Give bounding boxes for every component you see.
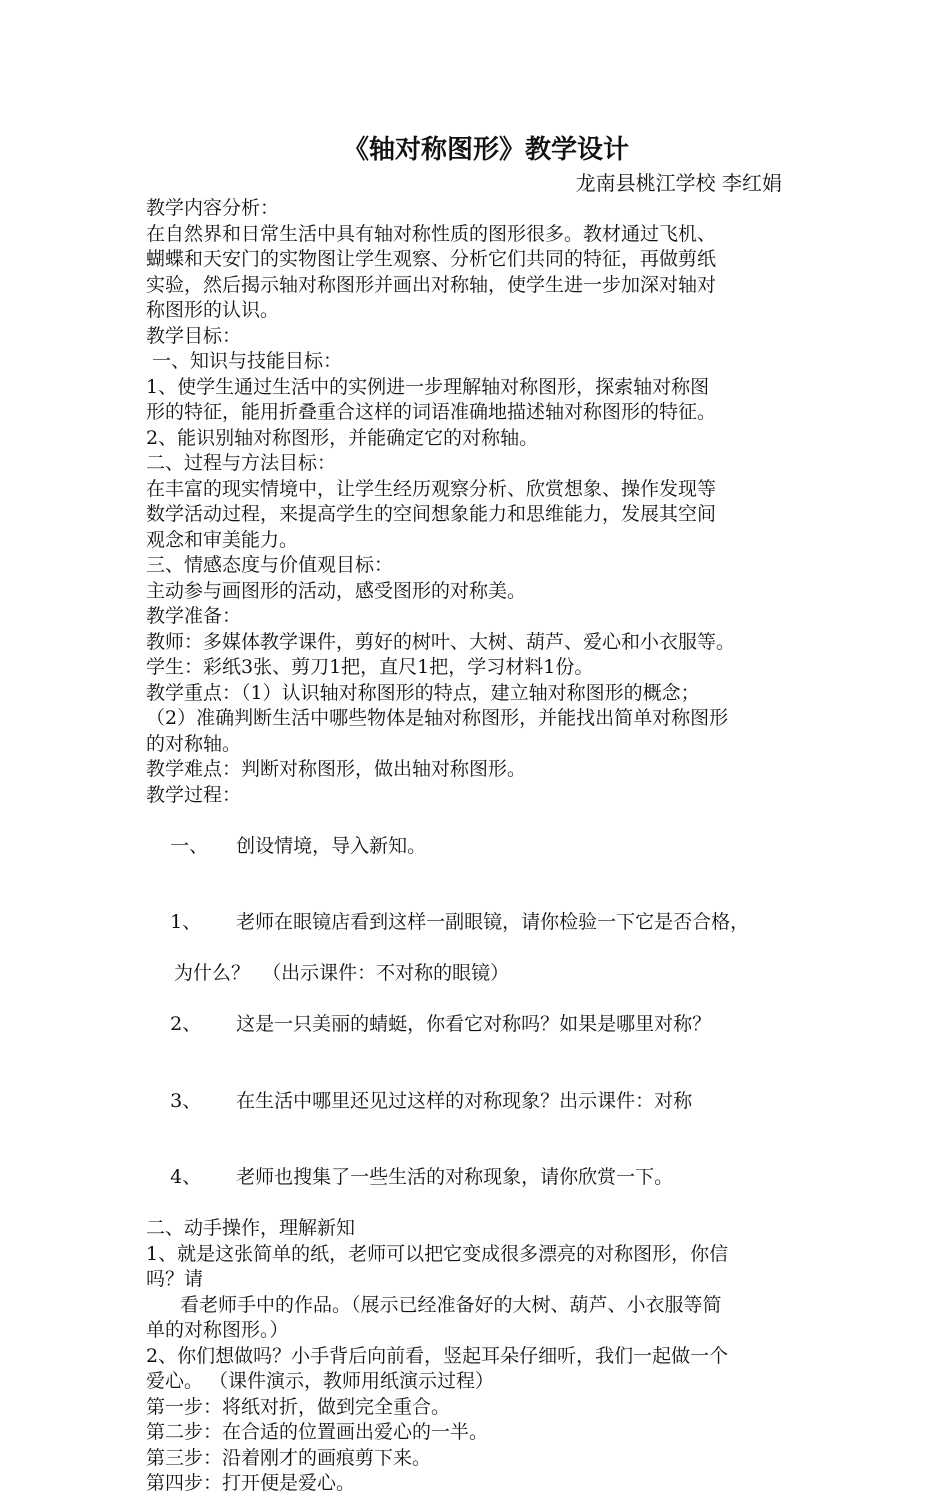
process-item: [146, 987, 812, 1064]
text-line: 形的特征，能用折叠重合这样的词语准确地描述轴对称图形的特征。: [146, 401, 717, 423]
text-line: 教学准备：: [146, 605, 242, 627]
text-line: 教学重点：（1）认识轴对称图形的特点，建立轴对称图形的概念；: [146, 681, 700, 704]
process-item-text: 在生活中哪里还见过这样的对称现象？出示课件：对称: [236, 1089, 693, 1112]
text-line: 吗？请: [146, 1268, 204, 1290]
text-line: 1、使学生通过生活中的实例进一步理解轴对称图形，探索轴对称图: [146, 375, 710, 398]
document-body: [146, 130, 812, 1497]
document-title: 《轴对称图形》教学设计: [342, 135, 629, 165]
text-line: 实验，然后揭示轴对称图形并画出对称轴，使学生进一步加深对轴对: [146, 273, 717, 296]
text-line: 2、能识别轴对称图形，并能确定它的对称轴。: [146, 426, 539, 449]
process-item: [146, 808, 812, 885]
process-item-text: 创设情境，导入新知。: [236, 834, 427, 857]
content-block: [146, 1318, 812, 1497]
text-line: 蝴蝶和天安门的实物图让学生观察、分析它们共同的特征，再做剪纸: [146, 248, 717, 270]
text-line: 教学内容分析：: [146, 197, 280, 219]
text-line: 在丰富的现实情境中，让学生经历观察分析、欣赏想象、操作发现等: [146, 477, 717, 500]
text-line: 二、过程与方法目标：: [146, 452, 337, 474]
text-line: 观念和审美能力。: [146, 528, 299, 551]
text-line: 在自然界和日常生活中具有轴对称性质的图形很多。教材通过飞机、: [146, 222, 717, 245]
text-line: 教学难点：判断对称图形，做出轴对称图形。: [146, 758, 527, 780]
text-line: 一、知识与技能目标：: [146, 350, 343, 372]
process-item-continuation: 为什么？ （出示课件：不对称的眼镜）: [174, 962, 510, 984]
process-item-number: 3、: [170, 1089, 202, 1112]
text-line: 第一步：将纸对折，做到完全重合。: [146, 1395, 451, 1418]
process-item: [146, 1140, 812, 1217]
content-block: [146, 1216, 812, 1293]
text-line: 第三步：沿着刚才的画痕剪下来。: [146, 1446, 432, 1469]
content-block: [146, 196, 812, 808]
process-item-number: 4、: [170, 1166, 202, 1188]
text-line: 称图形的认识。: [146, 299, 280, 321]
text-line: 教师：多媒体教学课件，剪好的树叶、大树、葫芦、爱心和小衣服等。: [146, 630, 736, 653]
text-line: 第四步：打开便是爱心。: [146, 1472, 356, 1494]
text-line: 教学过程：: [146, 783, 242, 806]
text-line: （2）准确判断生活中哪些物体是轴对称图形，并能找出简单对称图形: [146, 707, 729, 729]
text-line: 教学目标：: [146, 324, 242, 347]
document-author: 龙南县桃江学校 李红娟: [575, 171, 782, 195]
text-line: 单的对称图形。）: [146, 1319, 289, 1341]
text-line: 2、你们想做吗？小手背后向前看，竖起耳朵仔细听，我们一起做一个: [146, 1344, 729, 1367]
text-line: 三、情感态度与价值观目标：: [146, 554, 394, 576]
process-item-number: 一、: [170, 834, 209, 857]
text-line: 的对称轴。: [146, 732, 242, 755]
process-item: [146, 885, 812, 962]
text-line: 数学活动过程，来提高学生的空间想象能力和思维能力，发展其空间: [146, 503, 717, 525]
text-line: 学生：彩纸3张、剪刀1把，直尺1把，学习材料1份。: [146, 656, 594, 678]
process-item-number: 2、: [170, 1013, 202, 1035]
text-line-indented: 看老师手中的作品。（展示已经准备好的大树、葫芦、小衣服等简: [180, 1293, 722, 1316]
text-line: 第二步：在合适的位置画出爱心的一半。: [146, 1421, 489, 1443]
process-item-text: 老师在眼镜店看到这样一副眼镜，请你检验一下它是否合格，: [236, 911, 750, 933]
text-line: 1、就是这张简单的纸，老师可以把它变成很多漂亮的对称图形，你信: [146, 1242, 729, 1265]
process-item: [146, 1063, 812, 1140]
process-item-text: 这是一只美丽的蜻蜓，你看它对称吗？如果是哪里对称？: [236, 1013, 712, 1035]
text-line: 二、动手操作，理解新知: [146, 1217, 356, 1239]
process-item-text: 老师也搜集了一些生活的对称现象，请你欣赏一下。: [236, 1166, 674, 1188]
process-item-number: 1、: [170, 911, 202, 933]
text-line: 主动参与画图形的活动，感受图形的对称美。: [146, 579, 527, 602]
text-line: 爱心。 （课件演示，教师用纸演示过程）: [146, 1370, 495, 1392]
